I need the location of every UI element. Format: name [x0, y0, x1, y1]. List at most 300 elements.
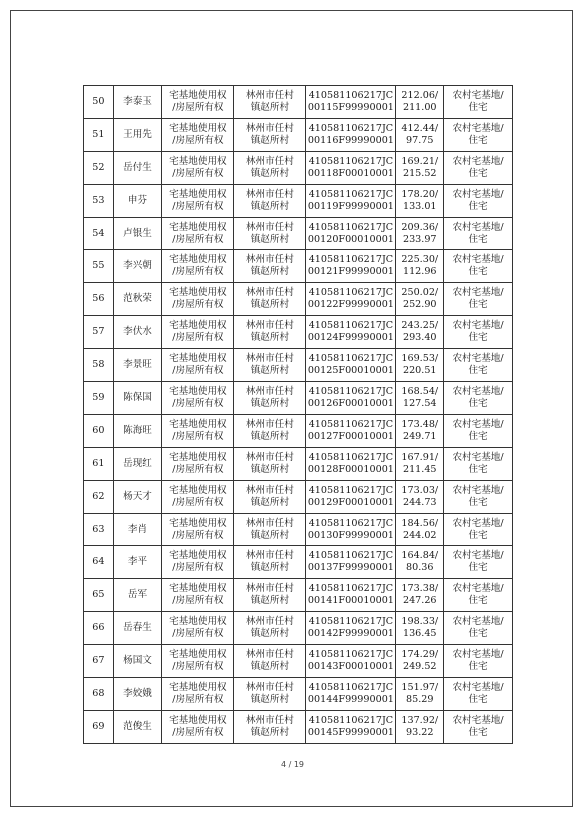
- location-cell: [234, 349, 306, 382]
- location-cell: [234, 678, 306, 711]
- unit-code-cell: [306, 118, 396, 151]
- unit-code-line: 00145F99990001: [307, 726, 394, 738]
- area-line: 184.56/: [401, 517, 439, 529]
- usage-cell: [444, 513, 513, 546]
- owner-name: 岳春生: [123, 622, 152, 634]
- unit-code-line: 410581106217JC: [308, 649, 394, 661]
- row-number: 54: [92, 227, 105, 239]
- area-line: 85.29: [406, 693, 434, 705]
- location-line: 镇赵所村: [250, 134, 290, 146]
- unit-code-line: 410581106217JC: [308, 287, 394, 299]
- unit-code-cell: [306, 316, 396, 349]
- usage-line: 住宅: [468, 726, 488, 738]
- unit-code-line: 00115F99990001: [307, 101, 394, 113]
- usage-cell: [444, 710, 513, 743]
- unit-code-cell: [306, 480, 396, 513]
- table-row: [84, 151, 513, 184]
- area-line: 93.22: [406, 726, 434, 738]
- owner-name-cell: [113, 382, 162, 415]
- owner-name: 陈保国: [123, 391, 152, 403]
- unit-code-cell: [306, 414, 396, 447]
- location-line: 镇赵所村: [250, 496, 290, 508]
- area-cell: [396, 118, 444, 151]
- location-cell: [234, 283, 306, 316]
- area-cell: [396, 612, 444, 645]
- row-number: 68: [92, 687, 105, 699]
- unit-code-cell: [306, 678, 396, 711]
- owner-name: 范秋荣: [123, 293, 152, 305]
- area-line: 249.52: [402, 661, 437, 673]
- area-line: 127.54: [402, 397, 437, 409]
- table-row: [84, 382, 513, 415]
- area-line: 112.96: [402, 266, 437, 278]
- area-cell: [396, 217, 444, 250]
- location-line: 林州市任村: [245, 254, 294, 266]
- owner-name-cell: [113, 678, 162, 711]
- usage-line: 住宅: [468, 365, 488, 377]
- unit-code-line: 410581106217JC: [308, 122, 394, 134]
- usage-line: 住宅: [468, 299, 488, 311]
- usage-line: 农村宅基地/: [452, 221, 504, 233]
- unit-code-line: 410581106217JC: [308, 188, 394, 200]
- usage-cell: [444, 316, 513, 349]
- owner-name-cell: [113, 513, 162, 546]
- right-type-line: 宅基地使用权: [169, 583, 227, 595]
- owner-name-cell: [113, 250, 162, 283]
- usage-line: 农村宅基地/: [452, 484, 504, 496]
- row-number: 55: [92, 260, 105, 272]
- unit-code-line: 00118F00010001: [307, 167, 394, 179]
- usage-line: 住宅: [468, 430, 488, 442]
- right-type-line: /房屋所有权: [172, 661, 224, 673]
- unit-code-line: 410581106217JC: [308, 583, 394, 595]
- usage-cell: [444, 579, 513, 612]
- area-cell: [396, 184, 444, 217]
- location-cell: [234, 546, 306, 579]
- area-line: 97.75: [406, 134, 434, 146]
- right-type-line: 宅基地使用权: [169, 517, 227, 529]
- row-number-cell: [84, 283, 114, 316]
- location-line: 林州市任村: [245, 353, 294, 365]
- area-line: 250.02/: [401, 287, 439, 299]
- owner-name: 杨天才: [123, 490, 152, 502]
- right-type-cell: [162, 447, 234, 480]
- location-cell: [234, 645, 306, 678]
- location-cell: [234, 217, 306, 250]
- usage-line: 住宅: [468, 332, 488, 344]
- table-row: [84, 184, 513, 217]
- unit-code-cell: [306, 184, 396, 217]
- area-cell: [396, 579, 444, 612]
- unit-code-line: 410581106217JC: [308, 385, 394, 397]
- row-number-cell: [84, 480, 114, 513]
- location-cell: [234, 480, 306, 513]
- usage-line: 农村宅基地/: [452, 353, 504, 365]
- table-row: [84, 480, 513, 513]
- unit-code-cell: [306, 645, 396, 678]
- unit-code-line: 00116F99990001: [307, 134, 394, 146]
- area-line: 169.21/: [401, 155, 439, 167]
- unit-code-line: 00144F99990001: [307, 693, 394, 705]
- owner-name-cell: [113, 184, 162, 217]
- location-line: 镇赵所村: [250, 562, 290, 574]
- usage-line: 农村宅基地/: [452, 287, 504, 299]
- usage-cell: [444, 217, 513, 250]
- right-type-cell: [162, 283, 234, 316]
- usage-line: 住宅: [468, 496, 488, 508]
- usage-cell: [444, 645, 513, 678]
- right-type-cell: [162, 118, 234, 151]
- unit-code-line: 00119F99990001: [307, 200, 394, 212]
- unit-code-line: 410581106217JC: [308, 353, 394, 365]
- unit-code-line: 410581106217JC: [308, 451, 394, 463]
- unit-code-line: 00130F99990001: [307, 529, 394, 541]
- area-line: 169.53/: [401, 353, 439, 365]
- area-line: 173.03/: [401, 484, 439, 496]
- right-type-line: 宅基地使用权: [169, 122, 227, 134]
- right-type-line: /房屋所有权: [172, 299, 224, 311]
- unit-code-cell: [306, 612, 396, 645]
- right-type-line: 宅基地使用权: [169, 451, 227, 463]
- right-type-line: 宅基地使用权: [169, 616, 227, 628]
- location-line: 林州市任村: [245, 517, 294, 529]
- right-type-cell: [162, 414, 234, 447]
- row-number-cell: [84, 217, 114, 250]
- area-cell: [396, 283, 444, 316]
- owner-name: 李泰玉: [123, 95, 152, 107]
- usage-line: 农村宅基地/: [452, 616, 504, 628]
- location-line: 林州市任村: [245, 122, 294, 134]
- right-type-line: /房屋所有权: [172, 332, 224, 344]
- location-cell: [234, 612, 306, 645]
- owner-name-cell: [113, 447, 162, 480]
- usage-line: 农村宅基地/: [452, 122, 504, 134]
- location-line: 镇赵所村: [250, 266, 290, 278]
- owner-name: 王用先: [123, 128, 152, 140]
- right-type-cell: [162, 645, 234, 678]
- location-line: 镇赵所村: [250, 167, 290, 179]
- row-number: 67: [92, 655, 105, 667]
- location-line: 镇赵所村: [250, 430, 290, 442]
- area-cell: [396, 349, 444, 382]
- location-line: 镇赵所村: [250, 529, 290, 541]
- unit-code-cell: [306, 86, 396, 119]
- right-type-line: 宅基地使用权: [169, 155, 227, 167]
- row-number-cell: [84, 184, 114, 217]
- right-type-line: 宅基地使用权: [169, 484, 227, 496]
- right-type-line: /房屋所有权: [172, 496, 224, 508]
- table-row: [84, 283, 513, 316]
- unit-code-line: 00128F00010001: [307, 463, 394, 475]
- owner-name-cell: [113, 118, 162, 151]
- location-line: 林州市任村: [245, 681, 294, 693]
- location-line: 镇赵所村: [250, 332, 290, 344]
- area-line: 136.45: [402, 628, 437, 640]
- area-cell: [396, 414, 444, 447]
- usage-cell: [444, 184, 513, 217]
- owner-name-cell: [113, 414, 162, 447]
- unit-code-line: 410581106217JC: [308, 320, 394, 332]
- location-line: 镇赵所村: [250, 693, 290, 705]
- area-line: 215.52: [402, 167, 437, 179]
- usage-line: 农村宅基地/: [452, 649, 504, 661]
- location-line: 林州市任村: [245, 287, 294, 299]
- area-cell: [396, 645, 444, 678]
- row-number: 59: [92, 391, 105, 403]
- right-type-line: /房屋所有权: [172, 101, 224, 113]
- right-type-line: 宅基地使用权: [169, 221, 227, 233]
- area-cell: [396, 151, 444, 184]
- row-number-cell: [84, 250, 114, 283]
- right-type-cell: [162, 151, 234, 184]
- usage-line: 农村宅基地/: [452, 714, 504, 726]
- area-cell: [396, 678, 444, 711]
- right-type-line: /房屋所有权: [172, 397, 224, 409]
- area-line: 412.44/: [401, 122, 439, 134]
- location-line: 镇赵所村: [250, 365, 290, 377]
- unit-code-line: 00125F00010001: [307, 365, 394, 377]
- owner-name-cell: [113, 217, 162, 250]
- right-type-line: /房屋所有权: [172, 693, 224, 705]
- row-number-cell: [84, 513, 114, 546]
- owner-name: 李平: [127, 556, 148, 568]
- owner-name-cell: [113, 710, 162, 743]
- location-cell: [234, 447, 306, 480]
- right-type-line: 宅基地使用权: [169, 714, 227, 726]
- row-number-cell: [84, 710, 114, 743]
- unit-code-line: 410581106217JC: [308, 517, 394, 529]
- area-line: 137.92/: [401, 714, 439, 726]
- area-line: 247.26: [402, 595, 437, 607]
- row-number: 62: [92, 490, 105, 502]
- location-cell: [234, 513, 306, 546]
- unit-code-line: 410581106217JC: [308, 89, 394, 101]
- usage-cell: [444, 612, 513, 645]
- row-number-cell: [84, 151, 114, 184]
- area-line: 211.45: [402, 463, 437, 475]
- right-type-line: 宅基地使用权: [169, 353, 227, 365]
- location-line: 镇赵所村: [250, 200, 290, 212]
- table-row: [84, 546, 513, 579]
- location-line: 林州市任村: [245, 451, 294, 463]
- unit-code-line: 410581106217JC: [308, 550, 394, 562]
- location-cell: [234, 579, 306, 612]
- row-number-cell: [84, 414, 114, 447]
- usage-line: 住宅: [468, 101, 488, 113]
- right-type-line: 宅基地使用权: [169, 681, 227, 693]
- usage-line: 农村宅基地/: [452, 188, 504, 200]
- unit-code-line: 00122F99990001: [307, 299, 394, 311]
- location-line: 林州市任村: [245, 550, 294, 562]
- table-row: [84, 513, 513, 546]
- table-row: [84, 316, 513, 349]
- right-type-line: 宅基地使用权: [169, 385, 227, 397]
- area-line: 211.00: [402, 101, 437, 113]
- owner-name: 申芬: [127, 194, 148, 206]
- area-line: 244.02: [402, 529, 437, 541]
- owner-name-cell: [113, 480, 162, 513]
- usage-line: 农村宅基地/: [452, 89, 504, 101]
- usage-line: 住宅: [468, 134, 488, 146]
- row-number-cell: [84, 579, 114, 612]
- usage-cell: [444, 546, 513, 579]
- location-line: 林州市任村: [245, 89, 294, 101]
- row-number: 60: [92, 424, 105, 436]
- location-line: 镇赵所村: [250, 661, 290, 673]
- area-cell: [396, 513, 444, 546]
- right-type-cell: [162, 546, 234, 579]
- row-number-cell: [84, 546, 114, 579]
- table-row: [84, 710, 513, 743]
- unit-code-line: 410581106217JC: [308, 254, 394, 266]
- owner-name: 岳付生: [123, 161, 152, 173]
- table-row: [84, 86, 513, 119]
- unit-code-line: 00127F00010001: [307, 430, 394, 442]
- usage-line: 农村宅基地/: [452, 550, 504, 562]
- right-type-cell: [162, 349, 234, 382]
- table-row: [84, 645, 513, 678]
- usage-line: 农村宅基地/: [452, 451, 504, 463]
- location-line: 镇赵所村: [250, 299, 290, 311]
- usage-line: 住宅: [468, 233, 488, 245]
- location-line: 镇赵所村: [250, 463, 290, 475]
- unit-code-line: 00143F00010001: [307, 661, 394, 673]
- right-type-line: /房屋所有权: [172, 134, 224, 146]
- usage-cell: [444, 349, 513, 382]
- usage-line: 住宅: [468, 397, 488, 409]
- location-line: 林州市任村: [245, 714, 294, 726]
- usage-line: 农村宅基地/: [452, 385, 504, 397]
- location-cell: [234, 184, 306, 217]
- row-number: 66: [92, 622, 105, 634]
- unit-code-line: 410581106217JC: [308, 484, 394, 496]
- records-table-body: [84, 86, 513, 744]
- owner-name: 杨国文: [123, 655, 152, 667]
- usage-cell: [444, 678, 513, 711]
- usage-line: 农村宅基地/: [452, 155, 504, 167]
- location-line: 林州市任村: [245, 155, 294, 167]
- area-line: 244.73: [402, 496, 437, 508]
- usage-cell: [444, 283, 513, 316]
- owner-name: 范俊生: [123, 720, 152, 732]
- area-line: 167.91/: [401, 451, 439, 463]
- usage-line: 农村宅基地/: [452, 583, 504, 595]
- area-line: 198.33/: [401, 616, 439, 628]
- row-number: 64: [92, 556, 105, 568]
- owner-name-cell: [113, 151, 162, 184]
- area-cell: [396, 316, 444, 349]
- unit-code-cell: [306, 151, 396, 184]
- owner-name: 卢银生: [123, 227, 152, 239]
- row-number-cell: [84, 645, 114, 678]
- area-line: 173.38/: [401, 583, 439, 595]
- right-type-line: /房屋所有权: [172, 562, 224, 574]
- right-type-line: 宅基地使用权: [169, 320, 227, 332]
- usage-line: 住宅: [468, 661, 488, 673]
- owner-name-cell: [113, 349, 162, 382]
- owner-name: 陈海旺: [123, 424, 152, 436]
- area-line: 220.51: [402, 365, 437, 377]
- usage-cell: [444, 414, 513, 447]
- right-type-line: /房屋所有权: [172, 200, 224, 212]
- location-line: 林州市任村: [245, 484, 294, 496]
- location-line: 林州市任村: [245, 221, 294, 233]
- unit-code-line: 410581106217JC: [308, 681, 394, 693]
- unit-code-line: 410581106217JC: [308, 155, 394, 167]
- usage-line: 住宅: [468, 693, 488, 705]
- area-line: 168.54/: [401, 385, 439, 397]
- right-type-cell: [162, 382, 234, 415]
- table-row: [84, 447, 513, 480]
- location-line: 镇赵所村: [250, 595, 290, 607]
- row-number-cell: [84, 86, 114, 119]
- right-type-line: 宅基地使用权: [169, 254, 227, 266]
- right-type-line: 宅基地使用权: [169, 89, 227, 101]
- usage-cell: [444, 151, 513, 184]
- unit-code-line: 00126F00010001: [307, 397, 394, 409]
- owner-name-cell: [113, 283, 162, 316]
- row-number: 61: [92, 457, 105, 469]
- usage-line: 农村宅基地/: [452, 517, 504, 529]
- row-number: 57: [92, 326, 105, 338]
- usage-line: 农村宅基地/: [452, 320, 504, 332]
- location-cell: [234, 151, 306, 184]
- table-row: [84, 579, 513, 612]
- unit-code-line: 00124F99990001: [307, 332, 394, 344]
- unit-code-line: 00142F99990001: [307, 628, 394, 640]
- location-cell: [234, 316, 306, 349]
- owner-name-cell: [113, 316, 162, 349]
- location-cell: [234, 250, 306, 283]
- table-row: [84, 118, 513, 151]
- usage-cell: [444, 382, 513, 415]
- area-line: 243.25/: [401, 320, 439, 332]
- unit-code-line: 00120F00010001: [307, 233, 394, 245]
- location-cell: [234, 382, 306, 415]
- unit-code-cell: [306, 710, 396, 743]
- usage-cell: [444, 86, 513, 119]
- owner-name-cell: [113, 612, 162, 645]
- area-cell: [396, 546, 444, 579]
- unit-code-cell: [306, 546, 396, 579]
- right-type-cell: [162, 678, 234, 711]
- area-line: 178.20/: [401, 188, 439, 200]
- usage-line: 住宅: [468, 167, 488, 179]
- location-cell: [234, 710, 306, 743]
- area-line: 174.29/: [401, 649, 439, 661]
- usage-line: 住宅: [468, 595, 488, 607]
- unit-code-cell: [306, 250, 396, 283]
- right-type-line: /房屋所有权: [172, 233, 224, 245]
- row-number-cell: [84, 349, 114, 382]
- location-line: 镇赵所村: [250, 726, 290, 738]
- usage-cell: [444, 250, 513, 283]
- page-number: 4 / 19: [280, 760, 305, 769]
- area-line: 233.97: [402, 233, 437, 245]
- usage-line: 住宅: [468, 266, 488, 278]
- location-cell: [234, 118, 306, 151]
- owner-name: 李景旺: [123, 359, 152, 371]
- area-line: 173.48/: [401, 418, 439, 430]
- right-type-cell: [162, 579, 234, 612]
- usage-cell: [444, 447, 513, 480]
- area-cell: [396, 250, 444, 283]
- area-cell: [396, 480, 444, 513]
- owner-name: 李肖: [127, 523, 148, 535]
- right-type-line: 宅基地使用权: [169, 287, 227, 299]
- right-type-line: /房屋所有权: [172, 266, 224, 278]
- owner-name: 李姣娥: [123, 687, 152, 699]
